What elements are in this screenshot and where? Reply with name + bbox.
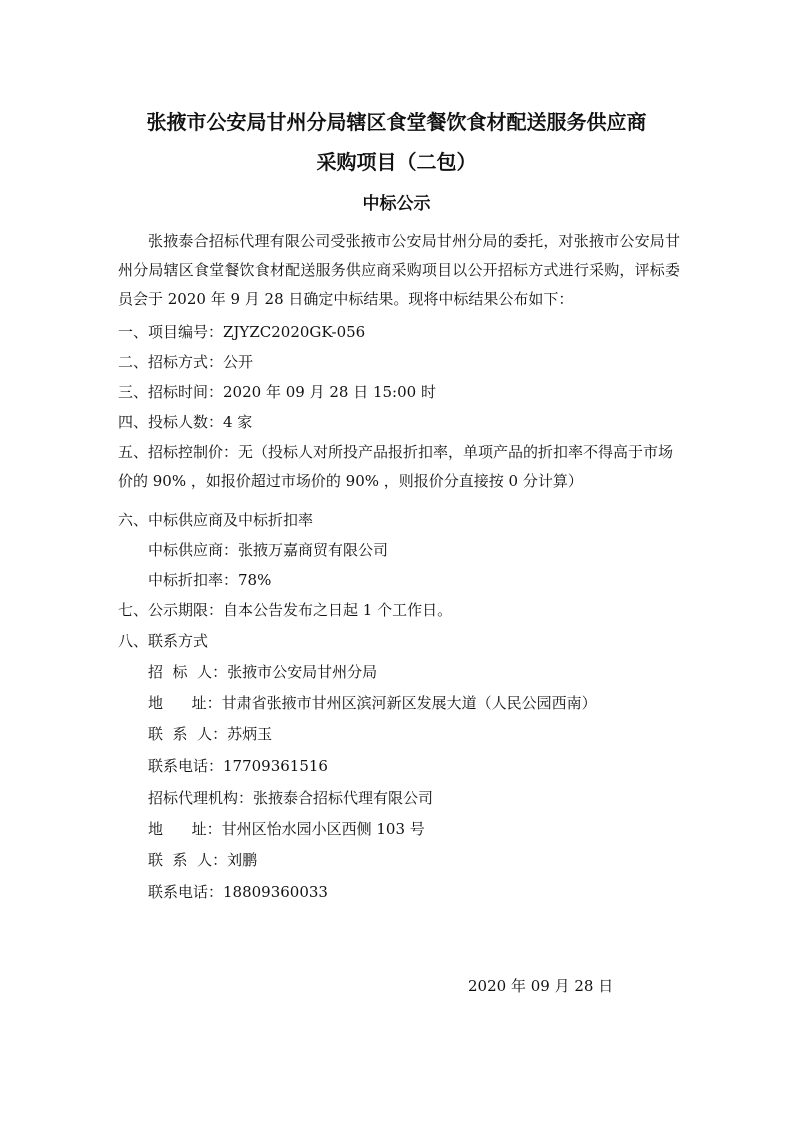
item-publicity-period: 七、公示期限：自本公告发布之日起 1 个工作日。 [118,601,453,619]
contact-tenderer-person: 联 系 人：苏炳玉 [148,725,273,743]
document-title-line2: 采购项目（二包） [316,150,477,174]
announcement-date: 2020 年 09 月 28 日 [468,977,614,995]
document-subtitle: 中标公示 [362,194,431,214]
item-tender-time: 三、招标时间：2020 年 09 月 28 日 15:00 时 [118,383,436,401]
contact-tenderer-address: 地 址：甘肃省张掖市甘州区滨河新区发展大道（人民公园西南） [148,694,597,712]
contact-agency-person: 联 系 人：刘鹏 [148,851,258,869]
item-control-price: 五、招标控制价：无（投标人对所投产品报折扣率，单项产品的折扣率不得高于市场价的 90% ，如报价超过市场价的 90% ，则报价分直接按 0 分计算） [118,443,674,490]
item-tender-method: 二、招标方式：公开 [118,353,254,371]
item-bidder-count: 四、投标人数：4 家 [118,413,253,431]
intro-paragraph: 张掖泰合招标代理有限公司受张掖市公安局甘州分局的委托，对张掖市公安局甘州分局辖区食堂餐饮食材配送服务供应商采购项目以公开招标方式进行采购，评标委员会于 2020 年 9 月 28 日确定中标结果。现将中标结果公布如下： [118,232,680,308]
contact-agency-address: 地 址：甘州区怡水园小区西侧 103 号 [148,820,425,838]
winning-supplier: 中标供应商：张掖万嘉商贸有限公司 [148,541,389,559]
contact-agency-phone: 联系电话：18809360033 [148,883,328,901]
item-contact-heading: 八、联系方式 [118,632,209,650]
contact-agency: 招标代理机构：张掖泰合招标代理有限公司 [148,789,434,807]
winning-discount: 中标折扣率：78% [148,571,272,589]
document-title-line1: 张掖市公安局甘州分局辖区食堂餐饮食材配送服务供应商 [146,110,647,134]
item-winner-heading: 六、中标供应商及中标折扣率 [118,511,314,529]
contact-tenderer: 招 标 人：张掖市公安局甘州分局 [148,663,378,681]
contact-tenderer-phone: 联系电话：17709361516 [148,757,328,775]
item-project-number: 一、项目编号：ZJYZC2020GK-056 [118,323,366,341]
